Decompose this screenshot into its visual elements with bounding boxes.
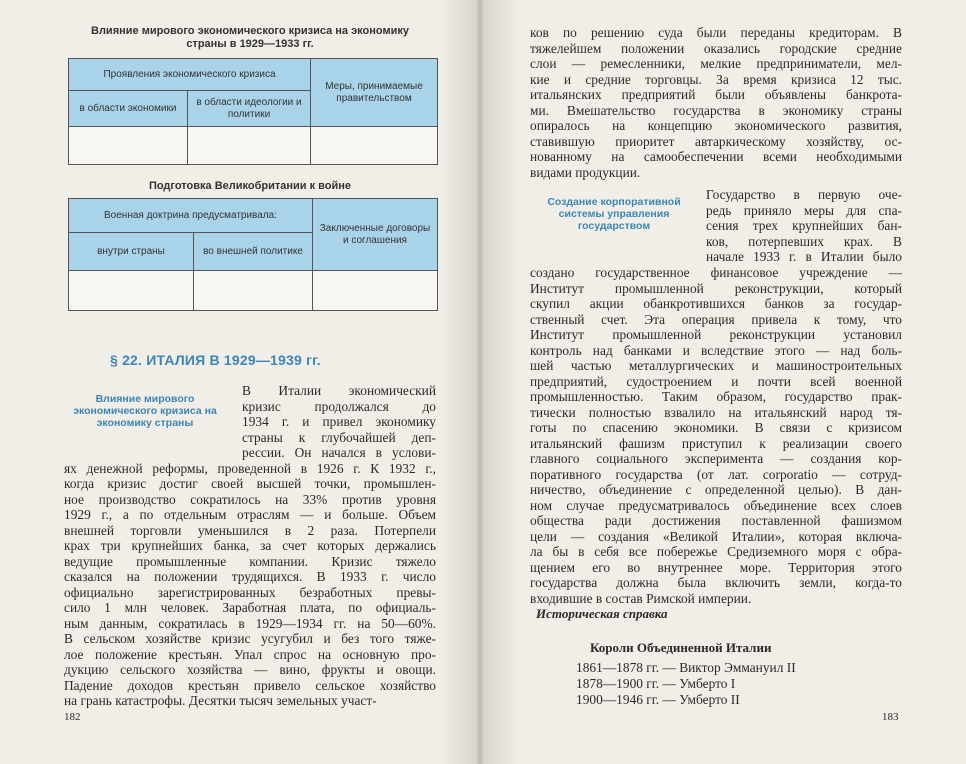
text-line: рессии. Он начался в услови- <box>242 445 436 460</box>
text-line: внешней торговли уменьшился в 2 раза. Потерпели <box>64 522 436 538</box>
text-line: предприятий, судостроением и почти всей военной <box>530 373 902 389</box>
text-line: кризис продолжался до <box>242 398 436 414</box>
text-line: Институт промышленной реконструкции установил <box>530 327 902 342</box>
text-line: ным данным, сократилась в 1929—1934 гг. на 50—60%. <box>64 615 436 631</box>
sidebar-note-corporate: Создание корпоративной системы управления государством <box>547 196 681 232</box>
text-line: страны к глубочайшей деп- <box>242 429 436 445</box>
text-line: ях денежной реформы, проведенной в 1926 г. К 1932 г., <box>64 460 436 476</box>
text-line: опиралось на концепцию экономического развития, <box>530 118 902 133</box>
text-line: сказался на положении трудящихся. В 1933 г. число <box>64 569 436 584</box>
text-line: видами продукции. <box>530 164 641 180</box>
text-line: государства должна была включить земли, когда-то <box>530 575 902 590</box>
table1-cell <box>69 127 188 165</box>
text-line: ставившую приоритет автаркическому хозяйству, ос- <box>530 133 902 149</box>
table1-caption-line2: страны в 1929—1933 гг. <box>186 38 314 50</box>
text-line: главного социального эксперимента — создания кор- <box>530 451 902 466</box>
text-line: крах три крупнейших банка, за счет которых держались <box>64 538 436 553</box>
text-line: сило 1 млн человек. Заработная плата, по официаль- <box>64 600 436 615</box>
text-line: итальянский фашизм приступил к реализации своего <box>530 435 902 451</box>
text-line: промышленностью. Таким образом, государство прак- <box>530 389 902 404</box>
text-line: щением его во внутреннее море. Территория этого <box>530 559 902 575</box>
text-line: Институт промышленной реконструкции, который <box>530 280 902 296</box>
text-line: сения трех крупнейших бан- <box>706 218 902 233</box>
text-line: редь приняло меры для спа- <box>706 202 902 218</box>
left-page <box>0 0 480 764</box>
text-line: цели — создания «Великой Италии», которая включа- <box>530 528 902 544</box>
table2-cell <box>69 271 194 311</box>
table2-cell <box>313 271 438 311</box>
table1-cell <box>311 127 438 165</box>
text-line: ничество, объединение с определенной целью). В дан- <box>530 482 902 497</box>
table1-header-right: Меры, принимаемые правительством <box>311 59 438 127</box>
king-entry: 1878—1900 гг. — Умберто I <box>576 676 736 691</box>
text-line: 1934 г. и привел экономику <box>242 414 436 429</box>
table2-header-right: Заключенные договоры и соглашения <box>313 199 438 271</box>
text-line: ное производство сократилось на 33% против уровня <box>64 491 436 507</box>
table1-sub-economy: в области экономики <box>69 91 188 127</box>
text-line: Падение доходов крестьян привело сельское хозяйство <box>64 677 436 693</box>
text-line: тяжелейшем положении оказались городские средние <box>530 40 902 56</box>
text-line: ственный счет. Эта операция привела к тому, что <box>530 311 902 327</box>
britain-war-table <box>68 198 438 311</box>
table2-caption: Подготовка Великобритании к войне <box>148 180 352 192</box>
text-line: когда кризис достиг своей высшей точки, промышлен- <box>64 476 436 491</box>
text-line: начале 1933 г. в Италии было <box>706 249 902 264</box>
table1-cell <box>188 127 311 165</box>
table1-caption <box>60 25 440 51</box>
text-line: В Италии экономический <box>242 383 436 398</box>
text-line: шей частью металлургических и машиностроительных <box>530 358 902 373</box>
text-line: нованному на самообеспечении всеми необходимыми <box>530 149 902 164</box>
king-entry: 1861—1878 гг. — Виктор Эммануил II <box>576 660 796 675</box>
text-line: ведущие промышленные компании. Кризис тяжело <box>64 553 436 569</box>
king-entry: 1900—1946 гг. — Умберто II <box>576 692 740 707</box>
table2-header-main: Военная доктрина предусматривала: <box>69 199 313 233</box>
table2-sub-internal: внутри страны <box>69 233 194 271</box>
text-line: В сельском хозяйстве кризис усугубил и без того тяже- <box>64 631 436 646</box>
table1-sub-ideology: в области идеологии и политики <box>188 91 311 127</box>
table2-sub-external: во внешней политике <box>194 233 313 271</box>
text-line: ми. Вмешательство государства в экономику страны <box>530 102 902 118</box>
section-title: § 22. ИТАЛИЯ В 1929—1939 гг. <box>110 352 321 368</box>
text-line: ла бы в себя все побережье Средиземного моря с обра- <box>530 544 902 559</box>
text-line: 1929 г., а по отдельным отраслям — и больше. Объем <box>64 507 436 522</box>
text-line: ков, потерпевших крах. В <box>706 233 902 249</box>
table1-header-main: Проявления экономического кризиса <box>69 59 311 91</box>
text-line: официально зарегистрированных безработных превы- <box>64 584 436 600</box>
table1-caption-line1: Влияние мирового экономического кризиса на экономику <box>91 25 409 37</box>
text-line: дукцию сельского хозяйства — вино, фрукты и овощи. <box>64 662 436 677</box>
kings-title: Короли Объединенной Италии <box>590 640 772 655</box>
sidebar-note-crisis: Влияние мирового экономического кризиса на экономику страны <box>73 393 217 429</box>
text-line: контроль над банками и вследствие этого — над боль- <box>530 342 902 358</box>
text-line: ков по решению суда были переданы кредиторам. В <box>530 25 902 40</box>
table2-cell <box>194 271 313 311</box>
text-line: на грань катастрофы. Десятки тысяч земельных участ- <box>64 693 377 708</box>
text-line: Государство в первую оче- <box>706 187 902 202</box>
text-line: входившие в состав Римской империи. <box>530 590 752 606</box>
crisis-table <box>68 58 438 165</box>
page-number-right: 183 <box>882 711 899 723</box>
text-line: создано государственное финансовое учреждение — <box>530 265 902 280</box>
text-line: слои — ремесленники, мелкие предприниматели, мел- <box>530 56 902 71</box>
text-line: тически полностью взвалило на итальянский народ тя- <box>530 404 902 420</box>
text-line: скупил акции обанкротившихся банков за государ- <box>530 296 902 311</box>
text-line: кие и средние торговцы. За время кризиса 12 тыс. <box>530 71 902 87</box>
text-line: общества ради достижения поставленной фашизмом <box>530 513 902 528</box>
text-line: готы по спасению экономики. В связи с кризисом <box>530 420 902 435</box>
text-line: ном случае предусматривалось объединение всех слоев <box>530 497 902 513</box>
page-number-left: 182 <box>64 711 81 723</box>
text-line: итальянских предприятий были объявлены банкрота- <box>530 87 902 102</box>
historical-note-heading: Историческая справка <box>536 606 668 621</box>
text-line: лое положение крестьян. Упал спрос на основную про- <box>64 646 436 662</box>
text-line: поративного государства (от лат. corporatio — сотруд- <box>530 466 902 482</box>
